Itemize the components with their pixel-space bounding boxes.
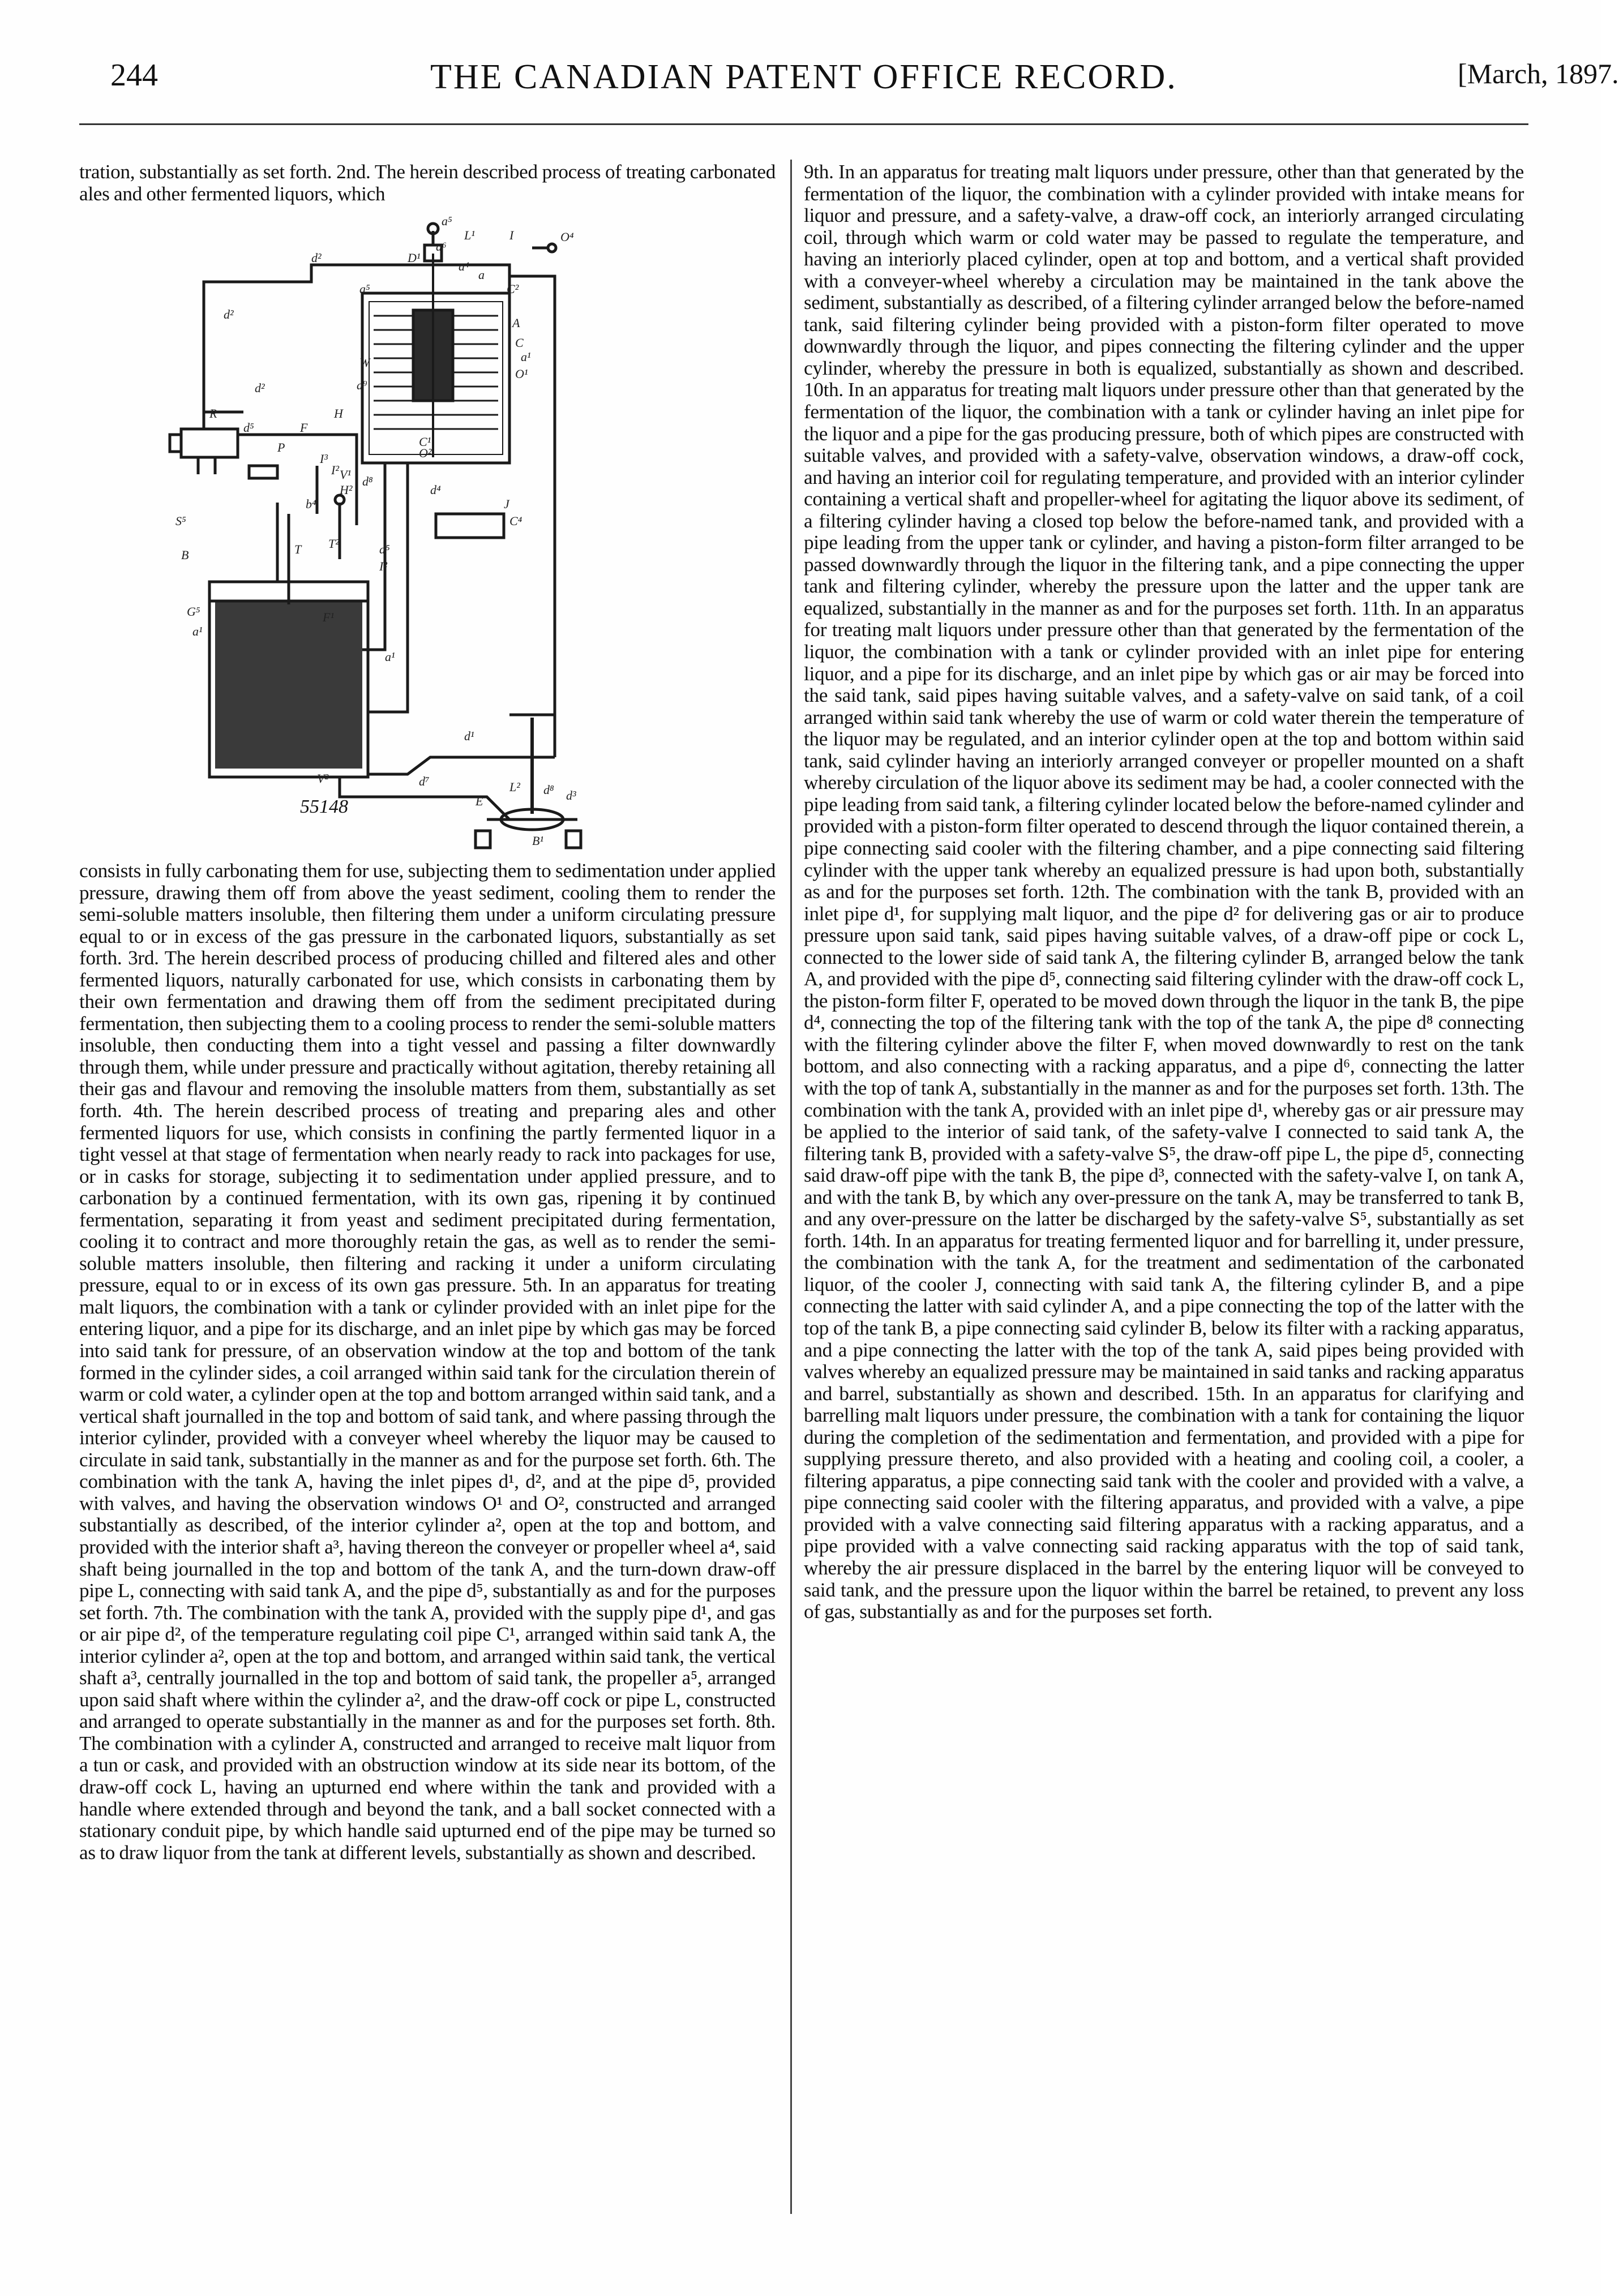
figure-label: T [294,542,302,556]
figure-label: a⁵ [442,214,452,228]
figure-label: d³ [566,788,576,802]
racking-left-foot [476,831,490,848]
figure-label: C⁴ [509,514,522,528]
patent-number: 55148 [300,796,348,817]
page-number: 244 [110,58,158,93]
figure-label: T² [328,537,339,551]
figure-label: d⁸ [362,474,373,488]
figure-label: V² [317,771,329,786]
figure-label: d⁷ [419,774,430,788]
figure-label: F¹ [323,610,335,624]
figure-label: d⁵ [379,542,390,556]
figure-label: H [334,406,343,420]
figure-label: a⁵ [359,282,370,296]
cooler-r [181,429,238,457]
figure-label: a⁹ [357,378,367,392]
figure-label: C [515,336,524,350]
figure-label: B [181,548,189,562]
figure-label: R [209,406,217,420]
pipe-d5-upper [238,435,357,466]
figure-label: A [512,316,520,330]
figure-label: L¹ [464,228,475,242]
racking-right-foot [566,831,581,848]
lower-tank-liquor [215,599,362,769]
left-column-top-text: tration, substantially as set forth. 2nd. The herein described process of treating carbonated ales and other fermented liquors, which [79,161,776,205]
figure-label: a⁶ [436,239,447,254]
figure-label: d² [311,251,322,265]
figure-label: F [300,420,308,435]
figure-label: I² [379,559,387,573]
figure-label: a⁴ [459,259,469,273]
figure-label: a¹ [385,650,395,664]
figure-label: J [504,497,509,511]
patent-drawing-svg [170,208,713,848]
figure-label: W [359,355,370,370]
figure-label: O⁴ [560,230,574,244]
right-column-text: 9th. In an apparatus for treating malt liquors under pressure, other than that generated by the fermentation of the liquor, the combination with a cylinder provided with intake means for liquor and pressure, and a safety-valve, a draw-off cock, an interiorly arranged circulating coil, through which warm or cold water may be passed to regulate the temperature, and having an interiorly placed cylinder, open at top and bottom, and a vertical shaft provided with a conveyer-wheel whereby a circulation may be maintained in the tank above the sediment, substantially as described, of a filtering cylinder arranged below the before-named tank, said filtering cylinder being provided with a piston-form filter operated to move downwardly through the liquor, and pipes connecting the filtering cylinder and the upper cylinder, whereby the pressure in both is equalized, substantially as shown and described. 10th. In an apparatus for treating malt liquors under pressure other than that generated by the fermentation of the liquor, the combination with a tank or cylinder having an inlet pipe for the liquor and a pipe for the gas producing pressure, both of which pipes are constructed with suitable valves, and provided with a safety-valve, observation windows, a draw-off cock, and having an interior coil for regulating temperature, and provided with an interior cylinder containing a vertical shaft and propeller-wheel for agitating the liquor above its sediment, of a filtering cylinder having a closed top below the before-named tank, and provided with a pipe leading from the upper tank or cylinder, and having a piston-form filter arranged to be passed downwardly through the liquor in the filtering tank, and a pipe connecting the upper tank and filtering cylinder, whereby the pressure upon the latter and the upper tank are equalized, substantially in the manner as and for the purposes set forth. 11th. In an apparatus for treating malt liquors under pressure other than that generated by the fermentation of the liquor, the combination with a tank or cylinder provided with an inlet pipe for entering liquor, and a pipe for its discharge, and an inlet pipe by which gas or air may be forced into the said tank, said pipes having suitable valves, and a safety-valve on said tank, of a coil arranged within said tank whereby the use of warm or cold water therein the temperature of the liquor may be regulated, and an interior cylinder open at the top and bottom within said tank, said cylinder having an interiorly arranged conveyer or propeller mounted on a shaft whereby circulation of the liquor above its sediment may be had, a cooler connected with the pipe leading from said tank, a filtering cylinder located below the before-named cylinder and provided with a piston-form filter operated to descend through the liquor contained therein, a pipe connecting said cooler with the filtering chamber, and a pipe connecting said filtering cylinder with the upper tank whereby an equalized pressure is had upon both, substantially as and for the purposes set forth. 12th. The combination with the tank B, provided with an inlet pipe d¹, for supplying malt liquor, and the pipe d² for delivering gas or air to produce pressure upon said tank, said pipes having suitable valves, of a draw-off pipe or cock L, connected to the lower side of said tank A, the filtering cylinder B, arranged below the tank A, and provided with the pipe d⁵, connecting said filtering cylinder with the draw-off cock L, the piston-form filter F, operated to be moved down through the liquor in the tank B, the pipe d⁴, connecting the top of the filtering tank with the top of the tank A, the pipe d⁸ connecting with the filtering cylinder above the filter F, when moved downwardly to rest on the tank bottom, and also connecting with a racking apparatus, and a pipe d⁶, connecting the latter with the top of tank A, substantially in the manner as and for the purposes set forth. 13th. The combination with the tank A, provided with an inlet pipe d¹, whereby gas or air pressure may be applied to the interior of said tank, of the safety-valve I connected to said tank A, the filtering tank B, provided with a safety-valve S⁵, the draw-off pipe L, the pipe d⁵, connecting said draw-off pipe with the tank B, the pipe d³, connected with the safety-valve I, on tank A, and with the tank B, by which any over-pressure on the tank A, may be transferred to tank B, and any over-pressure on the latter be discharged by the safety-valve S⁵, substantially as set forth. 14th. In an apparatus for treating fermented liquor and for barrelling it, under pressure, the combination with the tank A, for the treatment and sedimentation of the carbonated liquor, of the cooler J, connecting with said tank A, the filtering cylinder B, and a pipe connecting the latter with said cylinder A, and a pipe connecting the top of the latter with the top of the tank B, a pipe connecting said cylinder B, below its filter with a racking apparatus, and a pipe connecting the latter with the top of the tank A, said pipes being provided with valves whereby an equalized pressure may be maintained in said tanks and racking apparatus and barrel, substantially as shown and described. 15th. In an apparatus for clarifying and barrelling malt liquors under pressure, the combination with a tank for containing the liquor during the completion of the sedimentation and fermentation, and provided with a pipe for supplying pressure thereto, and also provided with a heating and cooling coil, a cooler, a filtering apparatus, a pipe connecting said tank with the cooler and provided with a valve, a pipe connecting said cooler with the filtering apparatus, and provided with a valve, a pipe provided with a valve connecting said filtering apparatus with a racking apparatus, and a pipe provided with a valve connecting said racking apparatus with the top of said tank, whereby the air pressure displaced in the barrel by the entering liquor will be conveyed to said tank, and the pressure upon the liquor within the barrel be retained, to prevent any loss of gas, substantially as and for the purposes set forth. [804,161,1524,1623]
pipe-d1-lower [368,757,555,774]
figure-label: E [476,794,483,808]
figure-label: B¹ [532,834,544,848]
figure-label: b⁴ [306,497,316,511]
figure-label: I [509,228,514,242]
figure-label: a [478,268,485,282]
figure-label: d² [255,381,265,395]
figure-label: H² [340,483,353,497]
figure-label: C¹ [419,435,431,449]
figure-label: d¹ [464,729,474,743]
figure-label: O¹ [515,367,528,381]
figure-label: C² [507,282,519,296]
left-column-bottom-text: consists in fully carbonating them for use, subjecting them to sedimentation under applied pressure, drawing them off from above the yeast sediment, cooling them to render the semi-soluble matters insoluble, then filtering them under a uniform circulating pressure equal to or in excess of the gas pressure in the carbonated liquors, substantially as set forth. 3rd. The herein described process of producing chilled and filtered ales and other fermented liquors, naturally carbonated for use, which consists in carbonating them by their own fermentation and drawing them off from the sediment precipitated during fermentation, then subjecting them to a cooling process to render the semi-soluble matters insoluble, then conducting them into a tight vessel and passing a filter downwardly through them, while under pressure and practically without agitation, thereby retaining all their gas and flavour and removing the insoluble matters from them, substantially as set forth. 4th. The herein described process of treating and preparing ales and other fermented liquors for use, which consists in confining the partly fermented liquor in a tight vessel at that stage of fermentation when nearly ready to rack into packages for use, or in casks for storage, subjecting it to sedimentation under applied pressure, and to carbonation by a continued fermentation, with its own gas, ripening it by continued fermentation, separating it from yeast and sediment precipitated during fermentation, cooling it to contract and more thoroughly retain the gas, as well as to render the semi-soluble matters insoluble, then filtering and racking it under a uniform circulating pressure, equal to or in excess of its own gas pressure. 5th. In an apparatus for treating malt liquors, the combination with a tank or cylinder provided with an inlet pipe for the entering liquor, and a pipe for its discharge, and an inlet pipe by which gas may be forced into said tank for pressure, of an observation window at the top and bottom of the tank formed in the cylinder sides, a coil arranged within said tank for the circulation therein of warm or cold water, a cylinder open at the top and bottom arranged within said tank, and a vertical shaft journalled in the top and bottom of said tank, and where passing through the interior cylinder, provided with a conveyer wheel whereby the liquor may be caused to circulate in said tank, substantially in the manner as and for the purpose set forth. 6th. The combination with the tank A, having the inlet pipes d¹, d², and at the pipe d⁵, provided with valves, and having the observation windows O¹ and O², constructed and arranged substantially as described, of the interior cylinder a², open at the top and bottom, and provided with the interior shaft a³, having thereon the conveyer or propeller wheel a⁴, said shaft being journalled in the top and bottom of the tank A, and the turn-down draw-off pipe L, connecting with said tank A, and the pipe d⁵, substantially as and for the purposes set forth. 7th. The combination with the tank A, provided with the supply pipe d¹, and gas or air pipe d², of the temperature regulating coil pipe C¹, arranged within said tank A, the interior cylinder a², open at the top and bottom, and arranged within said tank, the vertical shaft a³, centrally journalled in the top and bottom of said tank, the propeller a⁵, arranged upon said shaft where within the cylinder a², and the draw-off cock or pipe L, constructed and arranged to operate substantially in the manner as and for the purposes set forth. 8th. The combination with a cylinder A, constructed and arranged to receive malt liquor from a tun or cask, and provided with an obstruction window at its side near its bottom, of the draw-off cock L, having an upturned end where within the tank and provided with a handle where extended through and beyond the tank, and a ball socket connected with a stationary conduit pipe, by which handle said upturned end of the pipe may be turned so as to draw liquor from the tank at different levels, substantially as shown and described. [79,860,776,1864]
figure-label: d² [224,307,234,321]
figure-label: D¹ [408,251,421,265]
figure-label: L² [509,780,520,794]
patent-drawing [170,208,713,848]
figure-label: I³ [320,452,328,466]
figure-label: d⁸ [543,783,554,797]
figure-label: d⁴ [430,483,441,497]
figure-label: P [277,440,285,454]
cooler-c4 [436,514,504,538]
column-divider [790,160,792,2214]
figure-label: d⁵ [243,420,254,435]
valve-body [249,466,277,478]
figure-label: V¹ [340,467,352,482]
figure-label: S⁵ [175,514,186,528]
figure-label: a¹ [521,350,531,364]
journal-title: THE CANADIAN PATENT OFFICE RECORD. [430,58,1177,96]
issue-date: [March, 1897. [1458,58,1619,89]
figure-label: O² [419,446,432,460]
pipe-connect [368,672,408,712]
figure-label: G⁵ [187,604,200,619]
figure-label: I² [331,463,339,477]
figure-label: a¹ [192,624,203,638]
header-rule [79,123,1528,125]
